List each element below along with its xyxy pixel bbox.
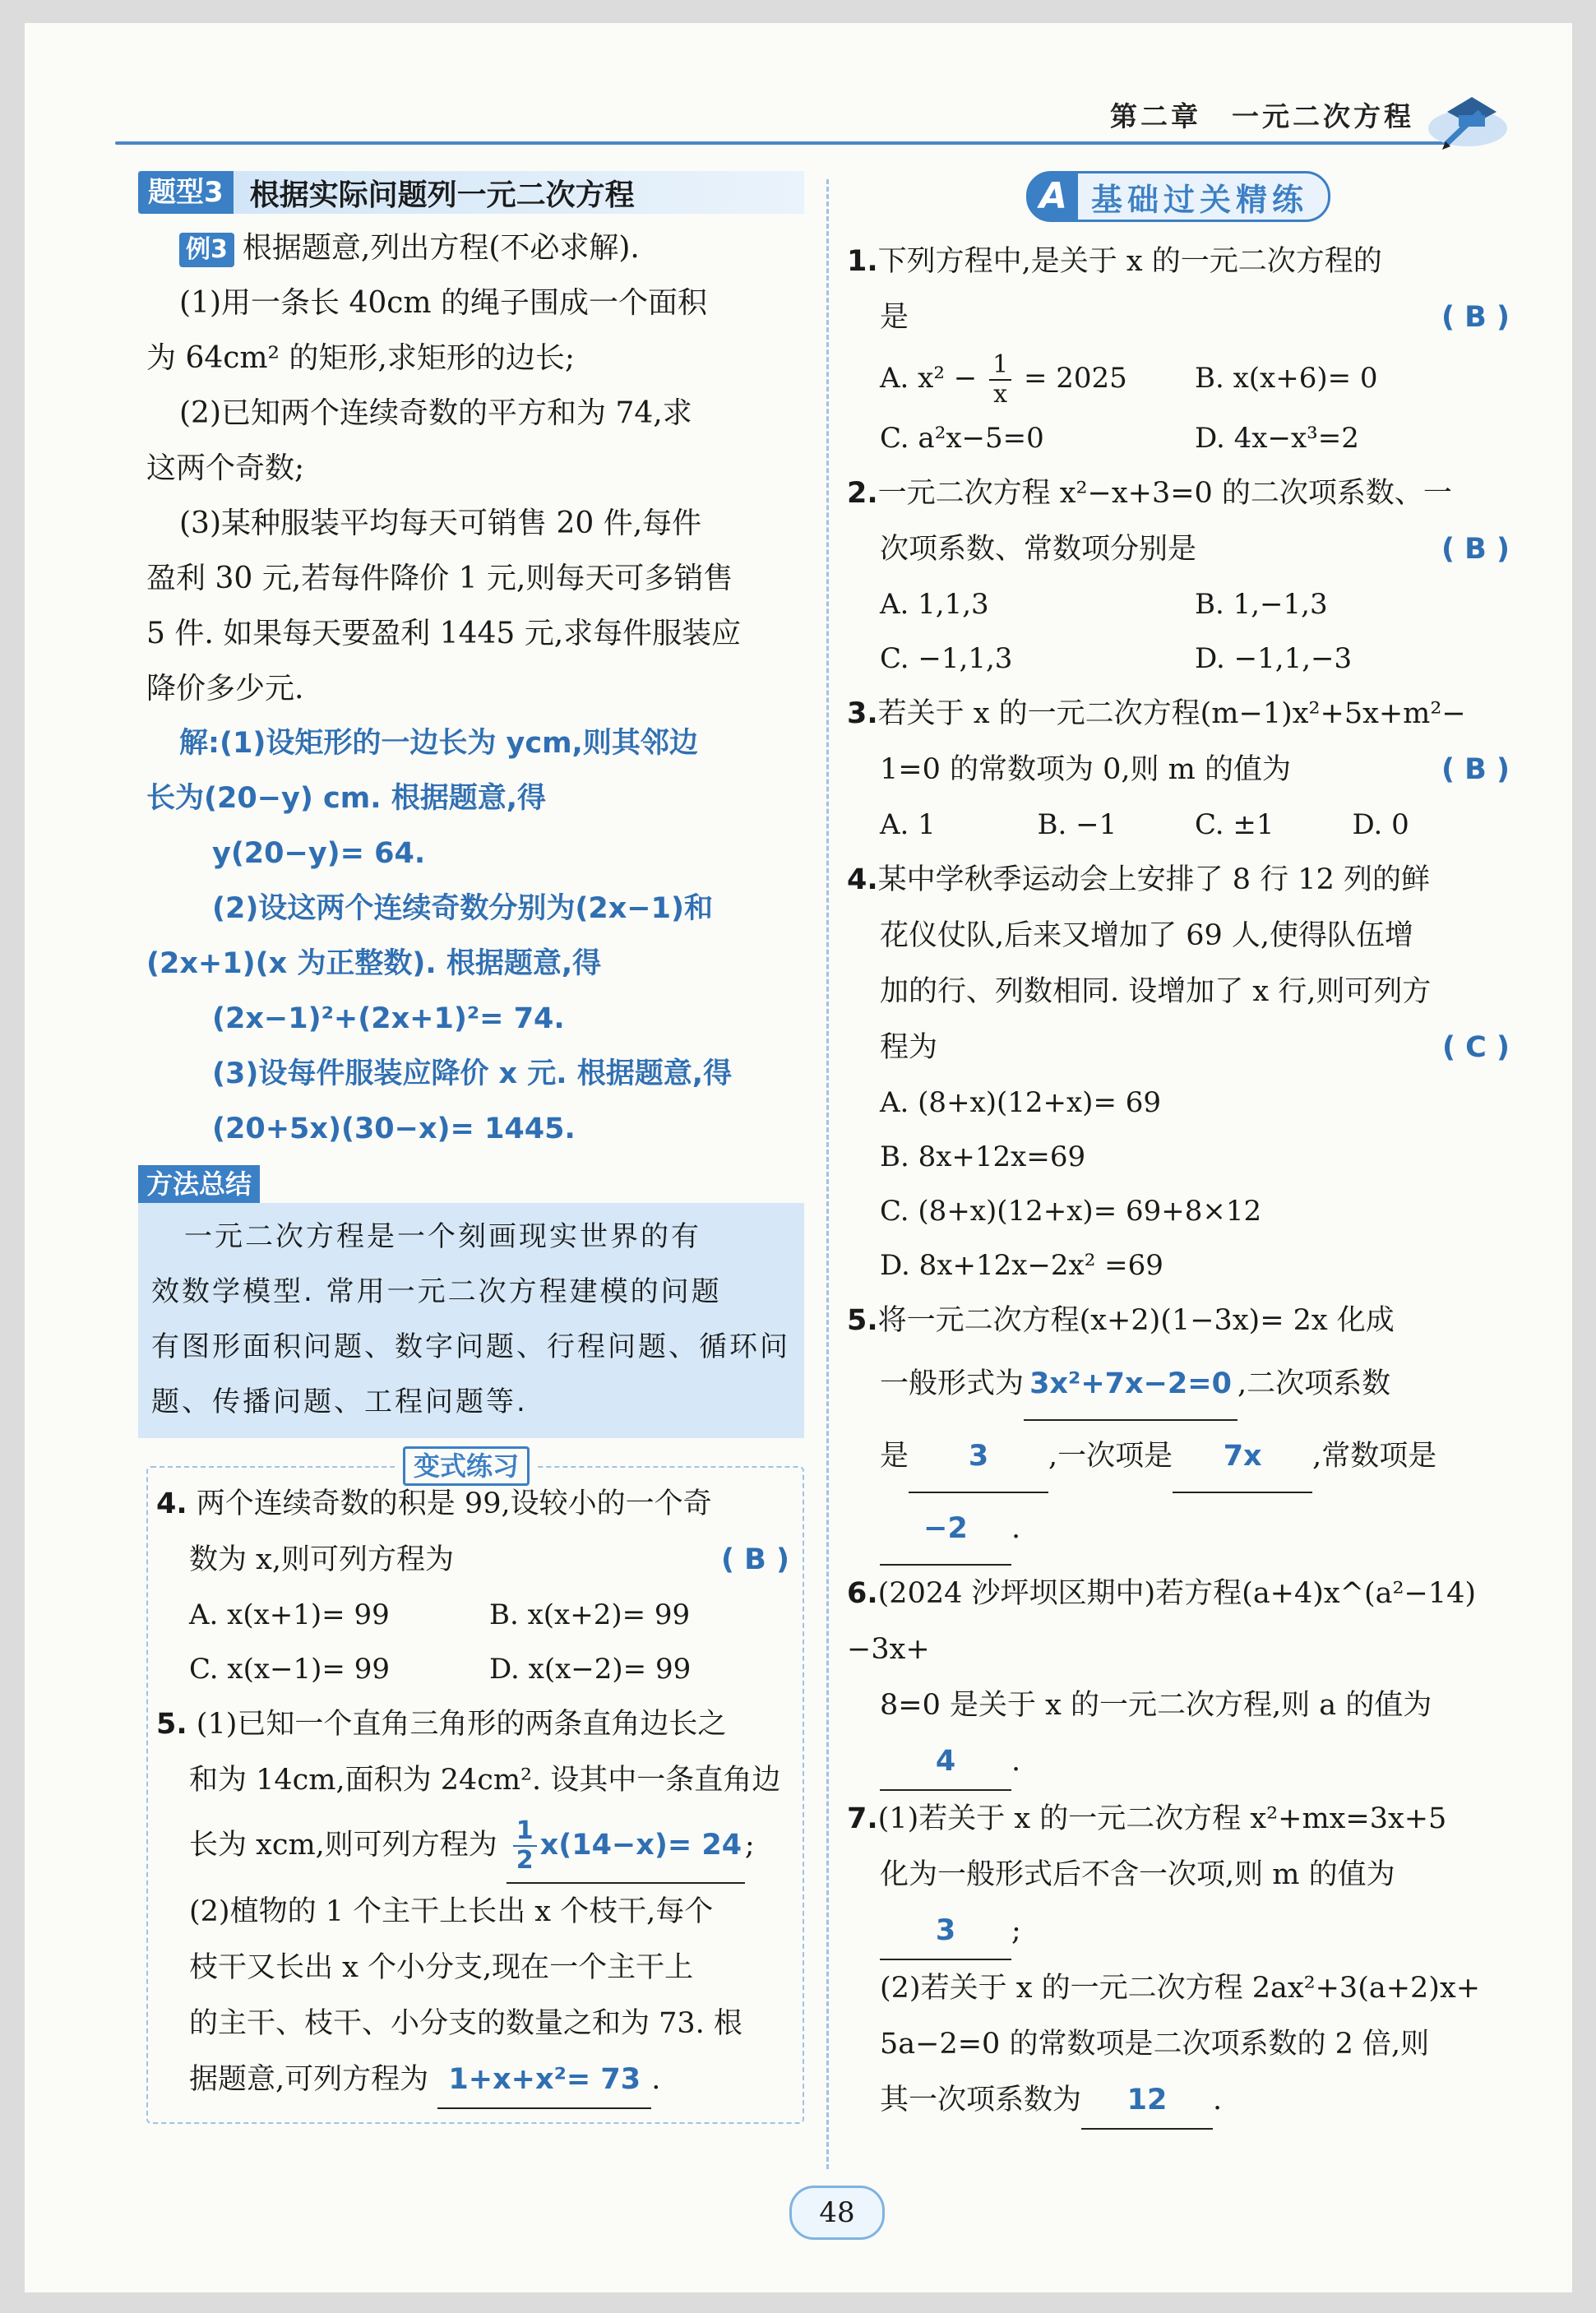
option-b: B. −1	[1037, 808, 1117, 841]
method-line-2: 效数学模型. 常用一元二次方程建模的问题	[151, 1275, 722, 1308]
q3-text2: 1=0 的常数项为 0,则 m 的值为	[880, 753, 1291, 786]
q2-line1	[847, 465, 1510, 521]
option-a	[880, 345, 1195, 411]
option-c: C. −1,1,3	[880, 642, 1013, 675]
variant-title-wrap	[395, 1446, 538, 1486]
q3-line1	[847, 686, 1510, 742]
q5-line1	[847, 1293, 1510, 1348]
section-title: 根据实际问题列一元二次方程	[249, 178, 635, 212]
example-label: 例3	[179, 233, 234, 267]
question-number: 4.	[156, 1487, 187, 1520]
page-header	[115, 95, 1513, 148]
q5-text2b: ,二次项系数	[1237, 1367, 1391, 1400]
fraction-numerator: 1	[989, 351, 1011, 381]
variant-exercise-box	[146, 1450, 804, 2124]
right-column	[847, 171, 1510, 2130]
option-b: B. x(x+2)= 99	[489, 1598, 691, 1631]
method-summary-title: 方法总结	[138, 1165, 260, 1203]
column-divider	[826, 179, 829, 2169]
q7-line1	[847, 1791, 1510, 1847]
q5-line3	[847, 1421, 1510, 1493]
q7-line6	[847, 2072, 1510, 2130]
answer-choice: ( B )	[1441, 753, 1510, 786]
q2-options-cd	[847, 631, 1510, 686]
q5-text1: 将一元二次方程(x+2)(1−3x)= 2x 化成	[877, 1304, 1395, 1337]
method-line-1: 一元二次方程是一个刻画现实世界的有	[184, 1220, 701, 1253]
variant-q4-text2: 数为 x,则可列方程为	[189, 1543, 454, 1576]
q7-line2: 化为一般形式后不含一次项,则 m 的值为	[880, 1858, 1395, 1891]
answer-blank: −2	[880, 1493, 1011, 1566]
q5-text3b: ,一次项是	[1048, 1440, 1173, 1473]
left-column	[146, 171, 804, 2124]
option-c: C. (8+x)(12+x)= 69+8×12	[880, 1195, 1262, 1228]
option-a: A. (8+x)(12+x)= 69	[880, 1086, 1162, 1119]
fraction-denominator: 2	[516, 1846, 534, 1875]
q5-text2a: 一般形式为	[880, 1367, 1025, 1400]
example-p3a: (3)某种服装平均每天可销售 20 件,每件	[179, 507, 702, 540]
answer-blank: 4	[880, 1733, 1011, 1791]
answer-choice: ( B )	[1441, 301, 1510, 334]
banner-title: 基础过关精练	[1090, 181, 1308, 218]
question-number: 5.	[847, 1304, 878, 1337]
example-intro-text: 根据题意,列出方程(不必求解).	[242, 231, 640, 265]
option-c: C. a²x−5=0	[880, 422, 1044, 455]
q5-line4	[847, 1493, 1510, 1566]
textbook-page	[25, 23, 1572, 2292]
answer-blank: 3	[909, 1421, 1048, 1493]
header-rule	[115, 141, 1464, 145]
q2-options-ab	[847, 577, 1510, 631]
blank-answer-text: x(14−x)= 24	[539, 1829, 742, 1862]
banner-inner	[1026, 171, 1330, 222]
solution-3a: (3)设每件服装应降价 x 元. 根据题意,得	[212, 1057, 733, 1090]
q3-line2	[847, 742, 1510, 798]
q7-text1: (1)若关于 x 的一元二次方程 x²+mx=3x+5	[877, 1802, 1447, 1835]
graduation-pencil-icon	[1423, 79, 1513, 153]
q6-text1: (2024 沙坪坝区期中)若方程(a+4)x^(a²−14) −3x+	[847, 1577, 1477, 1666]
option-a: A. x(x+1)= 99	[189, 1598, 390, 1631]
solution-2c: (2x−1)²+(2x+1)²= 74.	[212, 1002, 565, 1035]
example-p3c: 5 件. 如果每天要盈利 1445 元,求每件服装应	[146, 617, 742, 650]
practice-banner	[847, 171, 1510, 222]
example-p2b: 这两个奇数;	[146, 451, 305, 485]
q5-text3a: 是	[880, 1440, 909, 1473]
q7-text7: .	[1213, 2084, 1223, 2116]
q6-text3: .	[1011, 1745, 1021, 1778]
answer-blank	[507, 1808, 745, 1884]
solution-1c: y(20−y)= 64.	[212, 837, 426, 870]
q4-line2: 花仪仗队,后来又增加了 69 人,使得队伍增	[880, 919, 1414, 952]
solution-1b: 长为(20−y) cm. 根据题意,得	[146, 782, 547, 815]
q5-line2	[847, 1348, 1510, 1421]
fraction	[989, 351, 1011, 409]
q4-line3: 加的行、列数相同. 设增加了 x 行,则可列方	[880, 975, 1432, 1008]
q7-line5: 5a−2=0 的常数项是二次项系数的 2 倍,则	[880, 2028, 1430, 2061]
q1-options-cd	[847, 411, 1510, 465]
section-heading	[138, 171, 804, 214]
example-intro	[146, 220, 804, 275]
example-p3b: 盈利 30 元,若每件降价 1 元,则每天可多销售	[146, 562, 733, 595]
option-c: C. x(x−1)= 99	[189, 1653, 390, 1686]
variant-q5-text7: 据题意,可列方程为	[189, 2063, 429, 2096]
fraction	[513, 1817, 537, 1875]
variant-q5-line4: (2)植物的 1 个主干上长出 x 个枝干,每个	[189, 1895, 714, 1928]
banner-letter: A	[1029, 173, 1078, 220]
question-number: 7.	[847, 1802, 878, 1835]
method-line-3: 有图形面积问题、数字问题、行程问题、循环问	[151, 1330, 790, 1363]
method-line-4: 题、传播问题、工程问题等.	[151, 1385, 528, 1418]
option-a: A. 1	[880, 808, 936, 841]
question-number: 4.	[847, 863, 878, 896]
page-number: 48	[789, 2186, 885, 2240]
option-a-post: = 2025	[1015, 362, 1127, 395]
q1-line2	[847, 289, 1510, 345]
option-b: B. 1,−1,3	[1195, 588, 1328, 621]
option-d: D. −1,1,−3	[1195, 642, 1353, 675]
variant-q5-line3: 长为 xcm,则可列方程为 $\frac{1}{2}$ x(14−x)= 24 ;	[156, 1808, 789, 1884]
answer-blank: 7x	[1173, 1421, 1312, 1493]
q1-line1	[847, 234, 1510, 289]
solution-1a: 解:(1)设矩形的一边长为 ycm,则其邻边	[179, 727, 698, 760]
option-d: D. 4x−x³=2	[1195, 422, 1359, 455]
answer-blank: 3	[880, 1903, 1011, 1960]
q4-line4	[847, 1020, 1510, 1076]
answer-choice: ( C )	[1441, 1031, 1510, 1064]
variant-q5-line6: 的主干、枝干、小分支的数量之和为 73. 根	[189, 2007, 742, 2040]
q7-text3: ;	[1011, 1914, 1021, 1947]
q6-line1	[847, 1566, 1510, 1677]
option-d: D. 0	[1352, 808, 1409, 841]
q1-text1: 下列方程中,是关于 x 的一元二次方程的	[877, 245, 1382, 278]
chapter-title: 第二章 一元二次方程	[1110, 100, 1414, 132]
variant-q4-options-ab	[156, 1588, 789, 1642]
variant-q5-text1: (1)已知一个直角三角形的两条直角边长之	[196, 1708, 727, 1741]
question-number: 6.	[847, 1577, 878, 1610]
q4-text4: 程为	[880, 1031, 938, 1064]
fraction-numerator: 1	[513, 1817, 537, 1847]
section-badge: 题型3	[138, 171, 234, 214]
q4-text1: 某中学秋季运动会上安排了 8 行 12 列的鲜	[877, 863, 1430, 896]
q2-line2	[847, 521, 1510, 577]
answer-choice: ( B )	[1441, 533, 1510, 566]
variant-q4-text1: 两个连续奇数的积是 99,设较小的一个奇	[196, 1487, 712, 1520]
q5-text3c: ,常数项是	[1312, 1440, 1437, 1473]
example-p1b: 为 64cm² 的矩形,求矩形的边长;	[146, 341, 575, 375]
solution-2a: (2)设这两个连续奇数分别为(2x−1)和	[212, 892, 713, 925]
q2-text2: 次项系数、常数项分别是	[880, 533, 1197, 566]
option-a-pre: A. x² −	[880, 362, 987, 395]
example-p2a: (2)已知两个连续奇数的平方和为 74,求	[179, 396, 692, 430]
option-d: D. x(x−2)= 99	[489, 1653, 692, 1686]
option-a: A. 1,1,3	[880, 588, 989, 621]
variant-title: 变式练习	[403, 1446, 530, 1486]
variant-q5-line1	[156, 1696, 789, 1752]
answer-blank: 1+x+x²= 73	[437, 2052, 651, 2109]
option-b: B. x(x+6)= 0	[1195, 362, 1378, 395]
q2-text1: 一元二次方程 x²−x+3=0 的二次项系数、一	[877, 477, 1452, 510]
q5-text4: .	[1011, 1512, 1021, 1545]
q4-line1	[847, 852, 1510, 908]
variant-q4-options-cd	[156, 1642, 789, 1696]
variant-q4-line2	[156, 1532, 789, 1588]
question-number: 2.	[847, 477, 878, 510]
answer-choice: ( B )	[720, 1543, 789, 1576]
q7-text6: 其一次项系数为	[880, 2084, 1082, 2116]
answer-blank: 12	[1081, 2072, 1213, 2130]
answer-blank: 3x²+7x−2=0	[1024, 1348, 1237, 1421]
option-c: C. ±1	[1195, 808, 1274, 841]
example-p1a: (1)用一条长 40cm 的绳子围成一个面积	[179, 286, 707, 320]
q3-text1: 若关于 x 的一元二次方程(m−1)x²+5x+m²−	[877, 697, 1466, 730]
question-number: 5.	[156, 1708, 187, 1741]
question-number: 1.	[847, 245, 878, 278]
solution-2b: (2x+1)(x 为正整数). 根据题意,得	[146, 947, 602, 980]
q7-line4: (2)若关于 x 的一元二次方程 2ax²+3(a+2)x+	[880, 1972, 1481, 2005]
example-p3d: 降价多少元.	[146, 672, 304, 705]
method-summary-box	[138, 1203, 804, 1438]
q3-options	[847, 798, 1510, 852]
q6-line3	[847, 1733, 1510, 1791]
variant-q5-line2: 和为 14cm,面积为 24cm². 设其中一条直角边	[189, 1764, 781, 1797]
solution-3b: (20+5x)(30−x)= 1445.	[212, 1113, 576, 1145]
q6-line2: 8=0 是关于 x 的一元二次方程,则 a 的值为	[880, 1689, 1432, 1722]
q1-text2: 是	[880, 301, 909, 334]
variant-q5-line7: 据题意,可列方程为 1+x+x²= 73 .	[156, 2052, 789, 2109]
variant-q5-text3: 长为 xcm,则可列方程为	[189, 1829, 497, 1862]
variant-q5-line5: 枝干又长出 x 个小分支,现在一个主干上	[189, 1951, 694, 1984]
q1-options-ab	[847, 345, 1510, 411]
fraction-denominator: x	[993, 380, 1008, 409]
method-title-row	[138, 1165, 804, 1203]
q7-line3	[847, 1903, 1510, 1960]
option-d: D. 8x+12x−2x² =69	[880, 1249, 1163, 1282]
option-b: B. 8x+12x=69	[880, 1140, 1086, 1173]
question-number: 3.	[847, 697, 878, 730]
